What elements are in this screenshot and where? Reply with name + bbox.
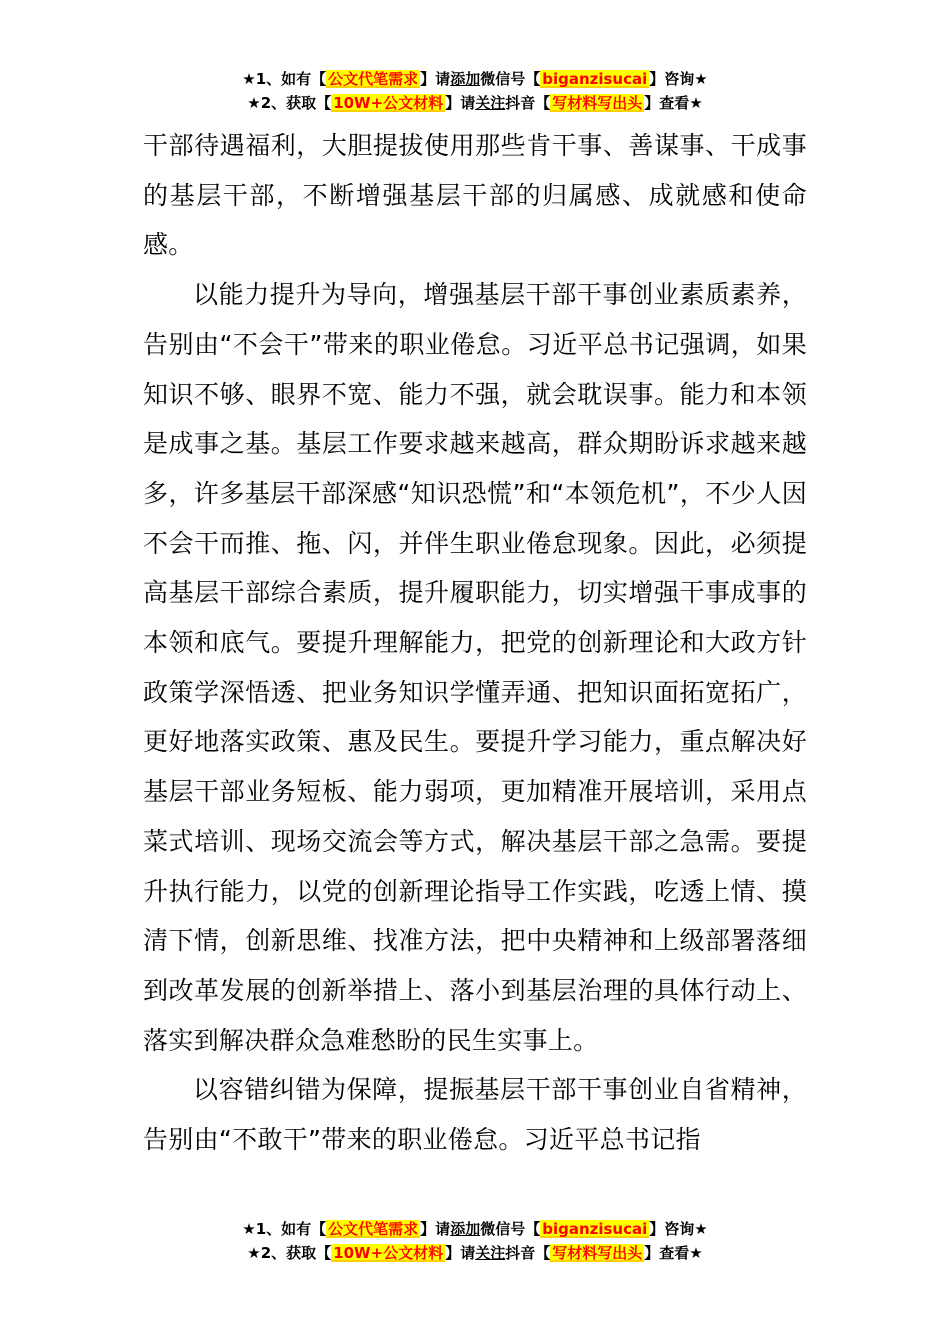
paragraph: 以容错纠错为保障，提振基层干部干事创业自省精神，告别由“不敢干”带来的职业倦怠。习近平总书记指	[143, 1075, 807, 1155]
banner-text: 微信号【	[480, 70, 541, 88]
banner-emphasis: 添加	[450, 70, 481, 88]
document-body	[143, 121, 807, 1165]
banner-text: ★1、如有【	[242, 70, 327, 88]
footer-banner	[0, 1217, 950, 1265]
banner-highlight: 写材料写出头	[552, 1244, 643, 1262]
banner-highlight: 公文代笔需求	[328, 1220, 419, 1238]
banner-text: ★1、如有【	[242, 1220, 327, 1238]
banner-emphasis: 添加	[450, 1220, 481, 1238]
banner-text: 】请	[420, 70, 451, 88]
banner-text: ★2、获取【	[247, 1244, 332, 1262]
banner-text: 抖音【	[505, 94, 551, 112]
banner-highlight: 写材料写出头	[552, 94, 643, 112]
header-banner	[0, 67, 950, 115]
banner-highlight: biganzisucai	[542, 1220, 648, 1238]
banner-text: 】查看★	[644, 1244, 703, 1262]
banner-emphasis: 关注	[475, 1244, 506, 1262]
banner-highlight: 公文代笔需求	[328, 70, 419, 88]
banner-text: ★2、获取【	[247, 94, 332, 112]
banner-text: 】请	[420, 1220, 451, 1238]
banner-line-2	[0, 1241, 950, 1265]
banner-text: 】请	[445, 1244, 476, 1262]
banner-line-1	[0, 67, 950, 91]
banner-line-2	[0, 91, 950, 115]
banner-text: 】咨询★	[649, 1220, 708, 1238]
banner-highlight: 10W+公文材料	[333, 1244, 444, 1262]
banner-highlight: biganzisucai	[542, 70, 648, 88]
banner-text: 抖音【	[505, 1244, 551, 1262]
banner-line-1	[0, 1217, 950, 1241]
banner-text: 微信号【	[480, 1220, 541, 1238]
banner-text: 】查看★	[644, 94, 703, 112]
paragraph: 以能力提升为导向，增强基层干部干事创业素质素养，告别由“不会干”带来的职业倦怠。习近平总书记强调，如果知识不够、眼界不宽、能力不强，就会耽误事。能力和本领是成事之基。基层工作要求越来越高，群众期盼诉求越来越多，许多基层干部深感“知识恐慌”和“本领危机”，不少人因不会干而推、拖、闪，并伴生职业倦怠现象。因此，必须提高基层干部综合素质，提升履职能力，切实增强干事成事的本领和底气。要提升理解能力，把党的创新理论和大政方针政策学深悟透、把业务知识学懂弄通、把知识面拓宽拓广，更好地落实政策、惠及民生。要提升学习能力，重点解决好基层干部业务短板、能力弱项，更加精准开展培训，采用点菜式培训、现场交流会等方式，解决基层干部之急需。要提升执行能力，以党的创新理论指导工作实践，吃透上情、摸清下情，创新思维、找准方法，把中央精神和上级部署落细到改革发展的创新举措上、落小到基层治理的具体行动上、落实到解决群众急难愁盼的民生实事上。	[143, 280, 807, 1055]
paragraph: 干部待遇福利，大胆提拔使用那些肯干事、善谋事、干成事的基层干部，不断增强基层干部的归属感、成就感和使命感。	[143, 131, 807, 260]
banner-text: 】请	[445, 94, 476, 112]
banner-highlight: 10W+公文材料	[333, 94, 444, 112]
banner-emphasis: 关注	[475, 94, 506, 112]
banner-text: 】咨询★	[649, 70, 708, 88]
